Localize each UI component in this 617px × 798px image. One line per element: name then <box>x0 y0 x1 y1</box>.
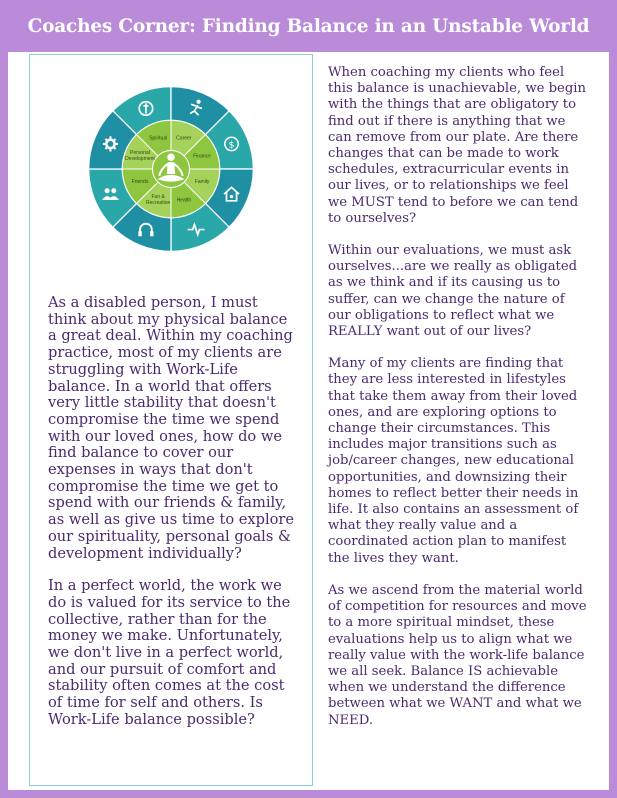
svg-text:$: $ <box>228 139 235 151</box>
right-paragraph: Many of my clients are finding that they are less interested in lifestyles that take them away from their loved ones, and are exploring options to change their circumstances. This includes major transitions such as job/career changes, new educational opportunities, and downsizing their homes to reflect better their needs in life. It also contains an assessment of what they really value and a coordinated action plan to manifest the lives they want. <box>328 356 579 566</box>
left-paragraph: As a disabled person, I must think about my physical balance a great deal. Within my coaching practice, most of my clients are struggling with Work-Life balance. In a world that offers very little stability that doesn't compromise the time we spend with our loved ones, how do we find balance to cover our expenses in ways that don't compromise the time we get to spend with our friends & family, as well as give us time to explore our spirituality, personal goals & development individually? <box>48 294 295 562</box>
wheel-label: Fun & Recreation <box>145 194 171 207</box>
right-paragraph: Within our evaluations, we must ask ourselves...are we really as obligated as we think and if its causing us to suffer, can we change the nature of our obligations to reflect what we REALLY want out of our lives? <box>328 243 578 340</box>
life-balance-wheel <box>87 85 255 253</box>
right-paragraph: When coaching my clients who feel this balance is unachievable, we begin with the things that are obligatory to find out if there is anything that we can remove from our plate. Are there changes that can be made to work schedules, extracurricular events in our lives, or to relationships we feel we MUST tend to before we can tend to ourselves? <box>328 65 586 226</box>
wheel-label: Health <box>176 197 192 204</box>
left-paragraph: In a perfect world, the work we do is valued for its service to the collective, rather than for the money we make. Unfortunately, we don't live in a perfect world, and our pursuit of comfort and stability often comes at the cost of time for self and others. Is Work-Life balance possible? <box>48 577 291 728</box>
wheel-label: Finance <box>193 153 211 160</box>
left-column <box>48 295 300 745</box>
right-paragraph: As we ascend from the material world of competition for resources and move to a more spiritual mindset, these evaluations help us to align what we really value with the work-life balance we all seek. Balance IS achievable when we understand the difference between what we WANT and what we NEED. <box>328 582 587 728</box>
wheel-label: Friends <box>131 179 149 186</box>
wheel-label: Career <box>176 135 192 142</box>
wheel-label: Personal Development <box>125 150 155 163</box>
header-banner <box>0 0 617 52</box>
right-column <box>328 65 590 745</box>
article-sheet <box>8 52 609 790</box>
wheel-label: Spiritual <box>149 135 168 142</box>
wheel-label: Family <box>194 179 210 186</box>
page-title: Coaches Corner: Finding Balance in an Unstable World <box>27 15 590 37</box>
